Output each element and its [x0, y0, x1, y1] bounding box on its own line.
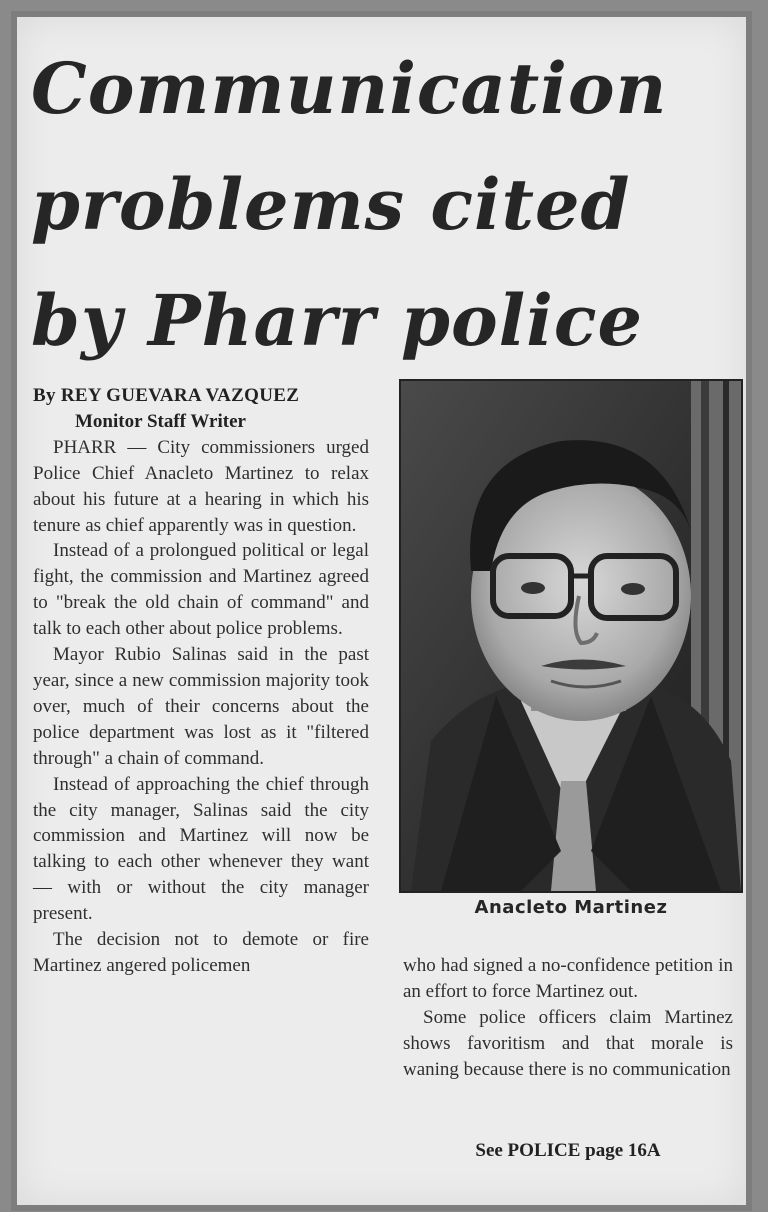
paragraph-4: Instead of approaching the chief through the city manager, Salinas said the city commission and Martinez will now be talking to each other whenever they want — with or without the city manager present.: [33, 773, 369, 925]
paragraph-3: Mayor Rubio Salinas said in the past year, since a new commission majority took over, much of their concerns about the police department was lost as it "filtered through" a chain of command.: [33, 644, 369, 769]
paragraph-5: The decision not to demote or fire Martinez angered policemen: [33, 929, 369, 976]
byline-role: Monitor Staff Writer: [75, 410, 246, 432]
newspaper-clipping: [11, 11, 752, 1211]
portrait-illustration: [401, 381, 741, 891]
paragraph-right-1: who had signed a no-confidence petition in an effort to force Martinez out.: [403, 955, 733, 1002]
article-column-right: [403, 953, 733, 1083]
paragraph-right-2: Some police officers claim Martinez shows favoritism and that morale is waning because there is no communication: [403, 1006, 733, 1080]
paragraph-1: PHARR — City commissioners urged Police Chief Anacleto Martinez to relax about his future at a hearing in which his tenure as chief apparently was in question.: [33, 436, 369, 536]
headline-line-3: by Pharr police: [31, 279, 643, 362]
headline-line-1: Communication: [31, 47, 668, 130]
headline: [31, 31, 731, 379]
portrait-photo: [399, 379, 743, 893]
photo-caption: Anacleto Martinez: [474, 897, 668, 918]
paragraph-2: Instead of a prolongued political or legal fight, the commission and Martinez agreed to "break the old chain of command" and talk to each other about police problems.: [33, 540, 369, 640]
article-column-left: [33, 383, 369, 979]
jump-line: See POLICE page 16A: [475, 1140, 661, 1161]
byline: By REY GUEVARA VAZQUEZ: [33, 385, 300, 406]
headline-line-2: problems cited: [31, 163, 631, 246]
